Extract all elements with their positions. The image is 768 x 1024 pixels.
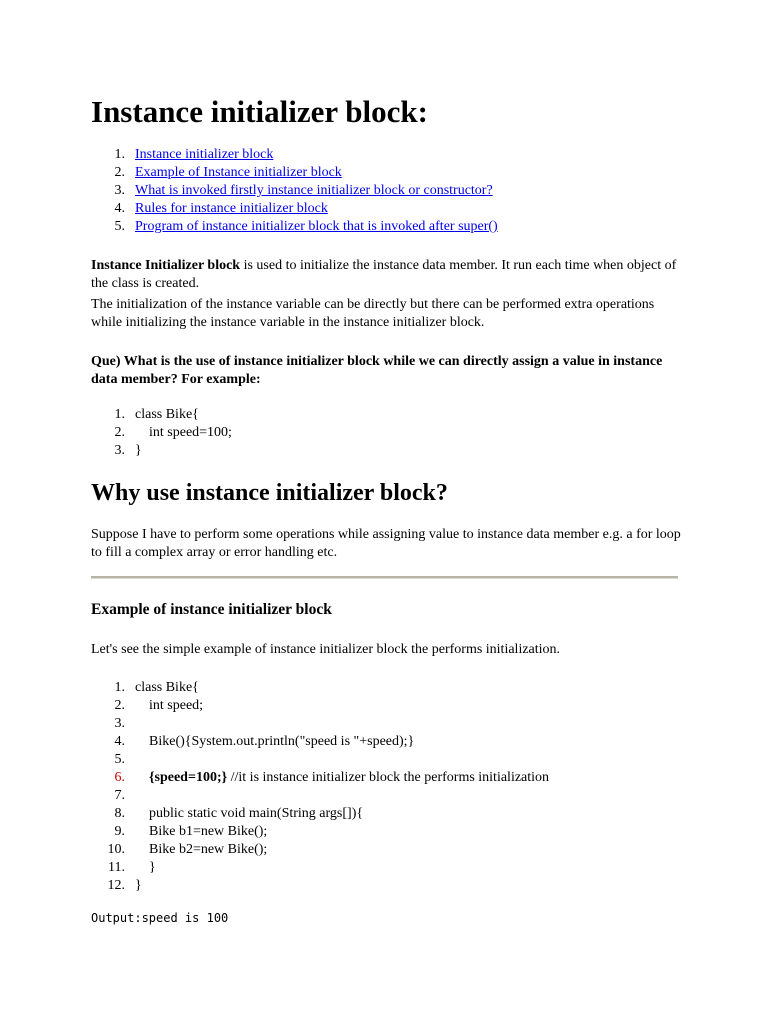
code-text: }	[135, 860, 156, 875]
example-paragraph: Let's see the simple example of instance initializer block the performs initialization.	[91, 642, 561, 657]
toc-number: 2.	[114, 165, 125, 180]
line-number: 2.	[114, 698, 125, 713]
line-number: 5.	[114, 752, 125, 767]
toc-link-example[interactable]: Example of Instance initializer block	[135, 165, 342, 180]
code-text: Bike b1=new Bike();	[135, 824, 268, 839]
code-text: }	[135, 878, 142, 893]
line-number: 6.	[114, 770, 125, 785]
horizontal-divider	[91, 576, 678, 579]
line-number: 3.	[114, 443, 125, 458]
section-heading-why: Why use instance initializer block?	[91, 480, 448, 506]
code-text: class Bike{	[135, 680, 199, 695]
page-title: Instance initializer block:	[91, 94, 428, 129]
code-text: public static void main(String args[]){	[135, 806, 364, 821]
line-number: 1.	[114, 680, 125, 695]
line-number: 8.	[114, 806, 125, 821]
line-number: 1.	[114, 407, 125, 422]
code-text	[135, 769, 549, 787]
code-text: class Bike{	[135, 407, 199, 422]
why-paragraph: Suppose I have to perform some operations while assigning value to instance data member e.g. a for loop to fill a complex array or error handling etc.	[91, 527, 681, 560]
program-output: Output:speed is 100	[91, 911, 229, 925]
code-text: }	[135, 443, 142, 458]
code-text: int speed=100;	[135, 425, 232, 440]
initializer-block-code: {speed=100;}	[149, 770, 228, 785]
code-text: int speed;	[135, 698, 204, 713]
toc-link-invoked-firstly[interactable]: What is invoked firstly instance initializer block or constructor?	[135, 183, 493, 198]
section-heading-example: Example of instance initializer block	[91, 601, 332, 618]
line-number: 3.	[114, 716, 125, 731]
toc-number: 1.	[114, 147, 125, 162]
line-number: 10.	[107, 842, 125, 857]
line-number: 7.	[114, 788, 125, 803]
toc-link-rules[interactable]: Rules for instance initializer block	[135, 201, 328, 216]
intro-paragraph	[91, 257, 681, 293]
intro-bold-term: Instance Initializer block	[91, 258, 241, 273]
line-number: 9.	[114, 824, 125, 839]
toc-number: 3.	[114, 183, 125, 198]
question-paragraph: Que) What is the use of instance initializer block while we can directly assign a value in instance data member? For example:	[91, 354, 663, 387]
toc-link-instance-initializer-block[interactable]: Instance initializer block	[135, 147, 274, 162]
toc-number: 5.	[114, 219, 125, 234]
intro-paragraph-2: The initialization of the instance variable can be directly but there can be performed extra operations while initializing the instance variable in the instance initializer block.	[91, 297, 655, 330]
toc-link-after-super[interactable]: Program of instance initializer block that is invoked after super()	[135, 219, 498, 234]
toc-number: 4.	[114, 201, 125, 216]
line-number: 4.	[114, 734, 125, 749]
line-number: 11.	[108, 860, 125, 875]
code-text: Bike b2=new Bike();	[135, 842, 268, 857]
intro-text: is used to initialize the instance data member. It run each time when object of the class is created.	[91, 258, 677, 291]
line-number: 12.	[107, 878, 125, 893]
line-number: 2.	[114, 425, 125, 440]
initializer-comment: //it is instance initializer block the performs initialization	[227, 770, 550, 785]
code-text: Bike(){System.out.println("speed is "+speed);}	[135, 734, 415, 749]
